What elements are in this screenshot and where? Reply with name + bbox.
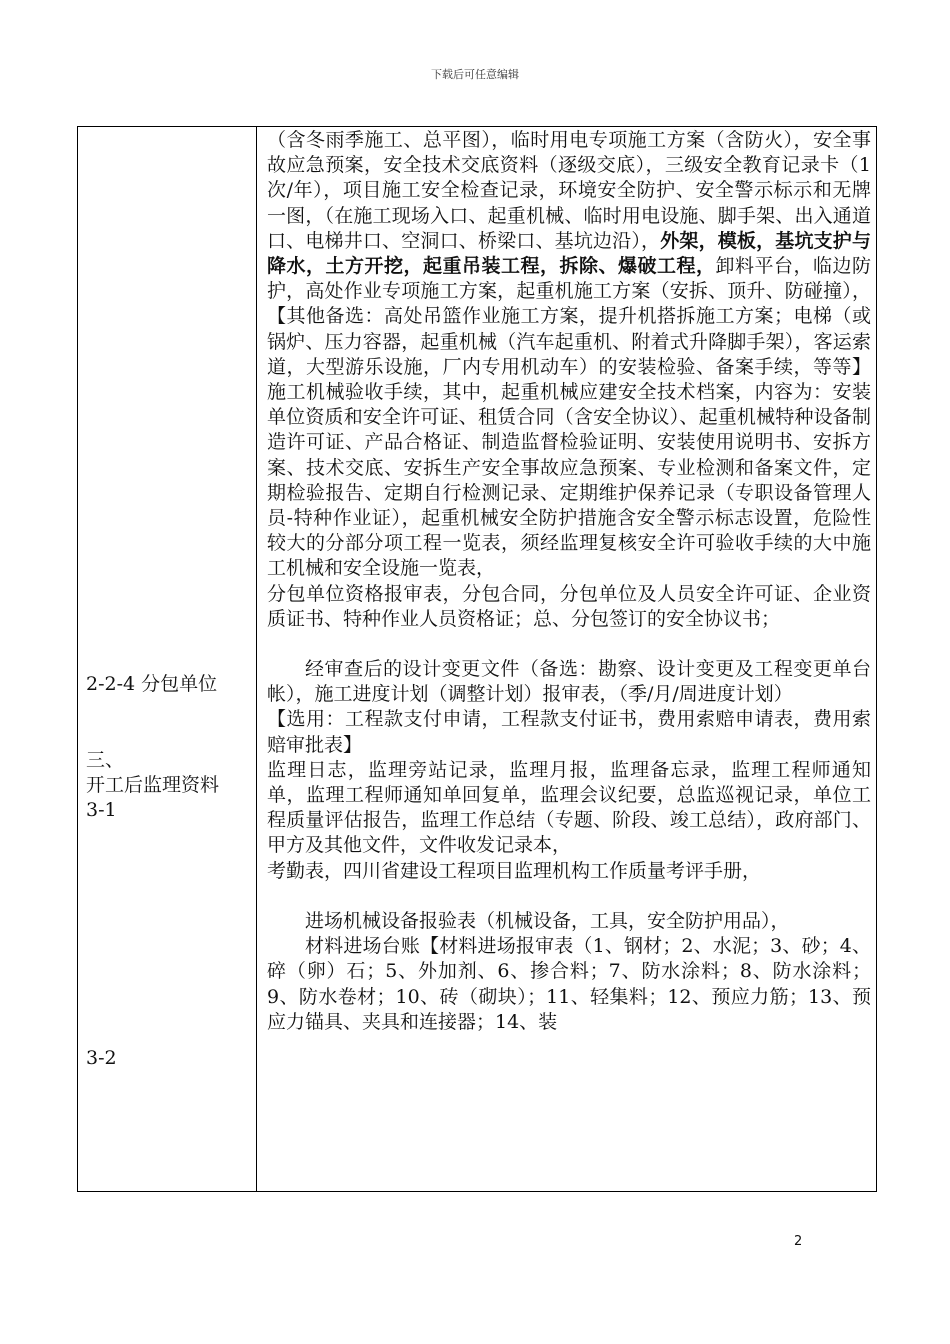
section-3-1-label: 3-1 xyxy=(86,799,117,821)
paragraph-materials: 材料进场台账【材料进场报审表（1、钢材；2、水泥；3、砂；4、碎（卵）石；5、外加剂、6、掺合料；7、防水涂料；8、防水涂料；9、防水卷材；10、砖（砌块）；11、轻集料；12、预应力筋；13、预应力锚具、夹具和连接器；14、装 xyxy=(267,935,871,1033)
section-3-subtitle: 开工后监理资料 xyxy=(86,774,220,796)
paragraph-safety-docs xyxy=(267,128,871,582)
paragraph-equipment: 进场机械设备报验表（机械设备，工具，安全防护用品）， xyxy=(305,909,790,932)
column-divider xyxy=(256,126,257,1192)
paragraph-subcontractor: 分包单位资格报审表，分包合同，分包单位及人员安全许可证、企业资质证书、特种作业人员资格证；总、分包签订的安全协议书； xyxy=(267,582,871,630)
content-text xyxy=(267,128,871,1035)
section-2-2-4-label: 2-2-4 分包单位 xyxy=(86,673,218,695)
paragraph-bold-text: 外架，模板，基坑支护与降水，土方开挖，起重吊装工程，拆除、爆破工程， xyxy=(267,229,871,278)
page-header-note: 下载后可任意编辑 xyxy=(431,68,519,81)
paragraph-payment: 【选用：工程款支付申请，工程款支付证书，费用索赔申请表，费用索赔审批表】 xyxy=(267,708,871,756)
paragraph-text: 卸料平台，临边防护，高处作业专项施工方案，起重机施工方案（安拆、顶升、防碰撞），【其他备选：高处吊篮作业施工方案，提升机搭拆施工方案；电梯（或锅炉、压力容器，起重机械（汽车起重机、附着式升降脚手架），客运索道，大型游乐设施，厂内专用机动车）的安装检验、备案手续，等等】施工机械验收手续，其中，起重机械应建安全技术档案，内容为：安装单位资质和安全许可证、租赁合同（含安全协议）、起重机械特种设备制造许可证、产品合格证、制造监督检验证明、安装使用说明书、安拆方案、技术交底、安拆生产安全事故应急预案、专业检测和备案文件，定期检验报告、定期自行检测记录、定期维护保养记录（专职设备管理人员-特种作业证），起重机械安全防护措施含安全警示标志设置，危险性较大的分部分项工程一览表，须经监理复核安全许可验收手续的大中施工机械和安全设施一览表， xyxy=(267,255,871,580)
section-3-2-label: 3-2 xyxy=(86,1047,117,1069)
paragraph-design-change: 经审查后的设计变更文件（备选：勘察、设计变更及工程变更单台帐），施工进度计划（调整计划）报审表，（季/月/周进度计划） xyxy=(267,658,871,706)
paragraph-attendance: 考勤表，四川省建设工程项目监理机构工作质量考评手册， xyxy=(267,859,762,882)
page-number: 2 xyxy=(794,1234,803,1249)
paragraph-text: （含冬雨季施工、总平图），临时用电专项施工方案（含防火），安全事故应急预案，安全技术交底资料（逐级交底），三级安全教育记录卡（1次/年），项目施工安全检查记录，环境安全防护、安全警示标示和无牌一图，（在施工现场入口、起重机械、临时用电设施、脚手架、出入通道口、电梯井口、空洞口、桥梁口、基坑边沿）， xyxy=(267,129,871,252)
paragraph-supervision-log: 监理日志，监理旁站记录，监理月报，监理备忘录，监理工程师通知单，监理工程师通知单回复单，监理会议纪要，总监巡视记录，单位工程质量评估报告，监理工作总结（专题、阶段、竣工总结），政府部门、甲方及其他文件，文件收发记录本， xyxy=(267,758,871,857)
section-3-title: 三、 xyxy=(86,749,125,771)
